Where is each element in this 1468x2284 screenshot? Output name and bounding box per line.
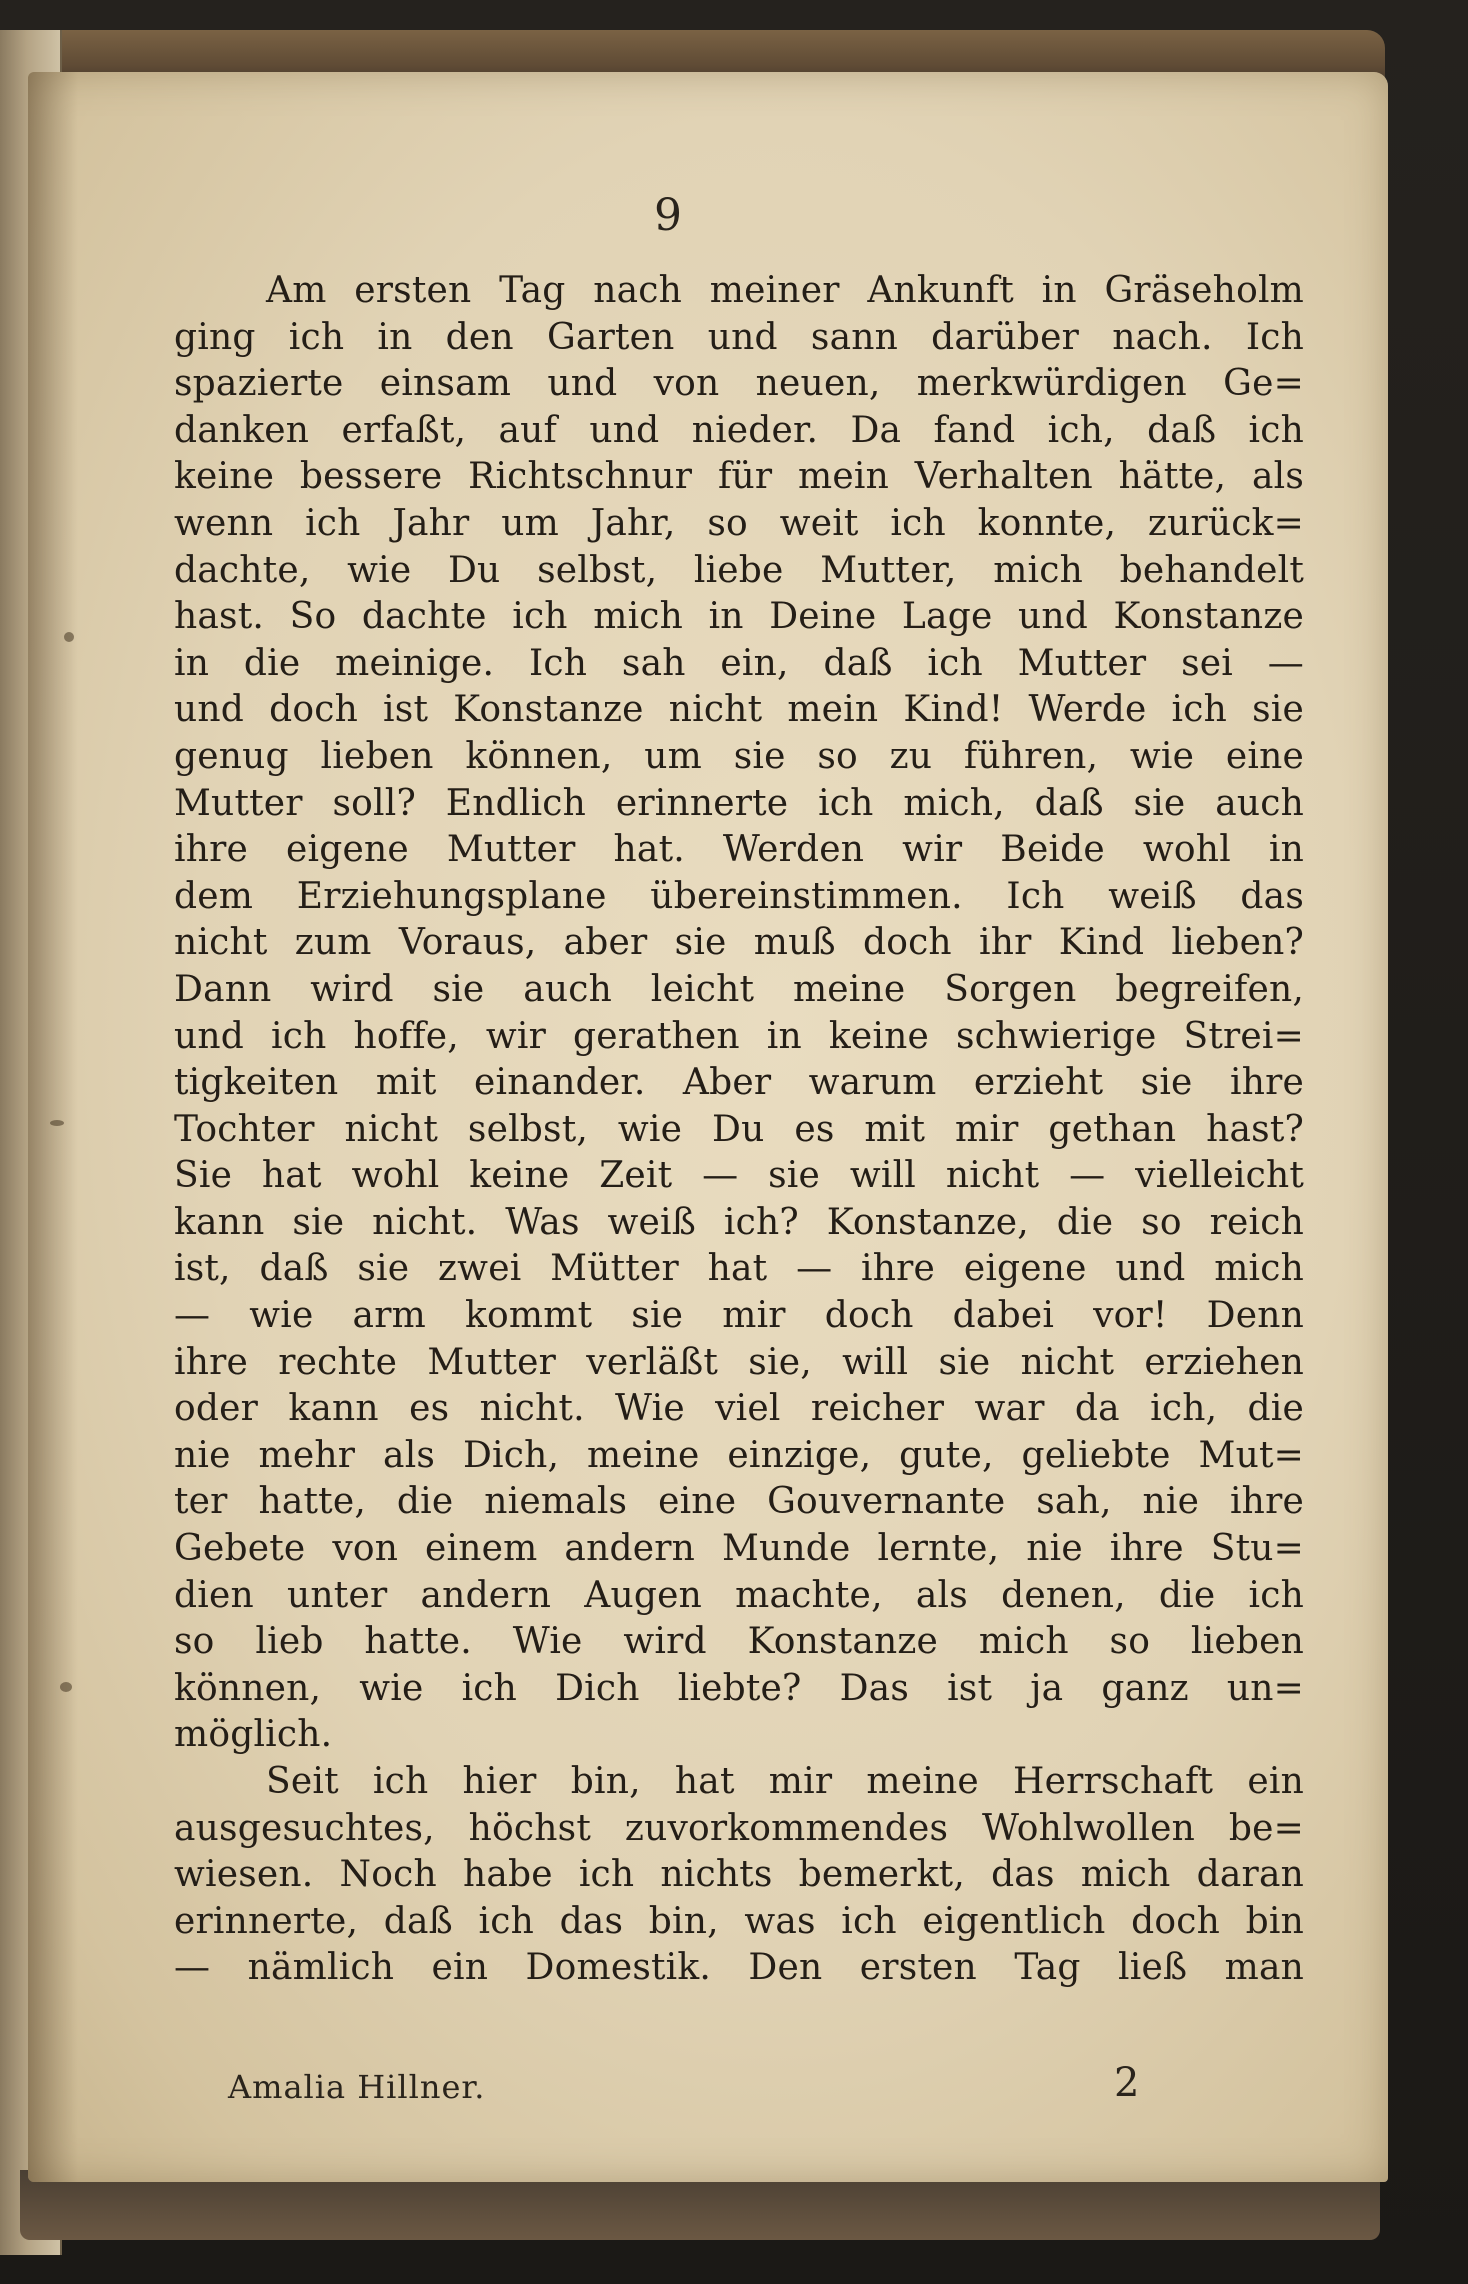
text-line: Tochter nicht selbst, wie Du es mit mir gethan hast? bbox=[174, 1108, 1304, 1150]
text-line: so lieb hatte. Wie wird Konstanze mich so lieben bbox=[174, 1621, 1304, 1663]
text-line: in die meinige. Ich sah ein, daß ich Mutter sei — bbox=[174, 642, 1304, 684]
text-line: dachte, wie Du selbst, liebe Mutter, mich behandelt bbox=[174, 549, 1304, 591]
text-line: nicht zum Voraus, aber sie muß doch ihr Kind lieben? bbox=[174, 922, 1304, 964]
text-line: hast. So dachte ich mich in Deine Lage und Konstanze bbox=[174, 596, 1304, 638]
text-line: Am ersten Tag nach meiner Ankunft in Gräseholm bbox=[266, 270, 1304, 311]
text-line: ihre rechte Mutter verläßt sie, will sie nicht erziehen bbox=[174, 1341, 1304, 1383]
text-line: ausgesuchtes, höchst zuvorkommendes Wohlwollen be= bbox=[174, 1807, 1304, 1849]
ink-spot bbox=[64, 632, 74, 642]
text-line: Dann wird sie auch leicht meine Sorgen begreifen, bbox=[174, 968, 1304, 1010]
text-line: spazierte einsam und von neuen, merkwürdigen Ge= bbox=[174, 363, 1304, 405]
printer-signature: Amalia Hillner. bbox=[228, 2068, 486, 2106]
text-line: oder kann es nicht. Wie viel reicher war da ich, die bbox=[174, 1388, 1304, 1430]
text-line: dem Erziehungsplane übereinstimmen. Ich weiß das bbox=[174, 875, 1304, 917]
text-line: und doch ist Konstanze nicht mein Kind! Werde ich sie bbox=[174, 689, 1304, 731]
text-line: Mutter soll? Endlich erinnerte ich mich, daß sie auch bbox=[174, 782, 1304, 824]
body-text bbox=[174, 268, 1304, 1992]
ink-spot bbox=[60, 1682, 72, 1692]
text-line: danken erfaßt, auf und nieder. Da fand ich, daß ich bbox=[174, 409, 1304, 451]
text-line: genug lieben können, um sie so zu führen, wie eine bbox=[174, 735, 1304, 777]
text-line: kann sie nicht. Was weiß ich? Konstanze, die so reich bbox=[174, 1201, 1304, 1243]
page-number: 9 bbox=[654, 190, 682, 241]
text-line: — nämlich ein Domestik. Den ersten Tag ließ man bbox=[174, 1947, 1304, 1989]
text-line: ter hatte, die niemals eine Gouvernante sah, nie ihre bbox=[174, 1481, 1304, 1523]
text-line: können, wie ich Dich liebte? Das ist ja ganz un= bbox=[174, 1667, 1304, 1709]
gutter-shadow bbox=[28, 72, 78, 2182]
text-line: Seit ich hier bin, hat mir meine Herrschaft ein bbox=[266, 1761, 1304, 1802]
text-line: ist, daß sie zwei Mütter hat — ihre eigene und mich bbox=[174, 1248, 1304, 1290]
text-line: nie mehr als Dich, meine einzige, gute, geliebte Mut= bbox=[174, 1434, 1304, 1476]
text-line: dien unter andern Augen machte, als denen, die ich bbox=[174, 1574, 1304, 1616]
text-line: möglich. bbox=[174, 1714, 333, 1756]
signature-number: 2 bbox=[1114, 2060, 1140, 2106]
text-line: Gebete von einem andern Munde lernte, nie ihre Stu= bbox=[174, 1528, 1304, 1570]
text-line: — wie arm kommt sie mir doch dabei vor! Denn bbox=[174, 1295, 1304, 1337]
text-line: Sie hat wohl keine Zeit — sie will nicht — vielleicht bbox=[174, 1155, 1304, 1197]
text-line: ging ich in den Garten und sann darüber nach. Ich bbox=[174, 316, 1304, 358]
text-line: ihre eigene Mutter hat. Werden wir Beide wohl in bbox=[174, 829, 1304, 871]
text-line: keine bessere Richtschnur für mein Verhalten hätte, als bbox=[174, 456, 1304, 498]
ink-spot bbox=[50, 1120, 64, 1126]
book-page bbox=[28, 72, 1388, 2182]
text-line: wiesen. Noch habe ich nichts bemerkt, das mich daran bbox=[174, 1854, 1304, 1896]
text-line: tigkeiten mit einander. Aber warum erzieht sie ihre bbox=[174, 1062, 1304, 1104]
text-line: und ich hoffe, wir gerathen in keine schwierige Strei= bbox=[174, 1015, 1304, 1057]
text-line: erinnerte, daß ich das bin, was ich eigentlich doch bin bbox=[174, 1900, 1304, 1942]
text-line: wenn ich Jahr um Jahr, so weit ich konnte, zurück= bbox=[174, 502, 1304, 544]
